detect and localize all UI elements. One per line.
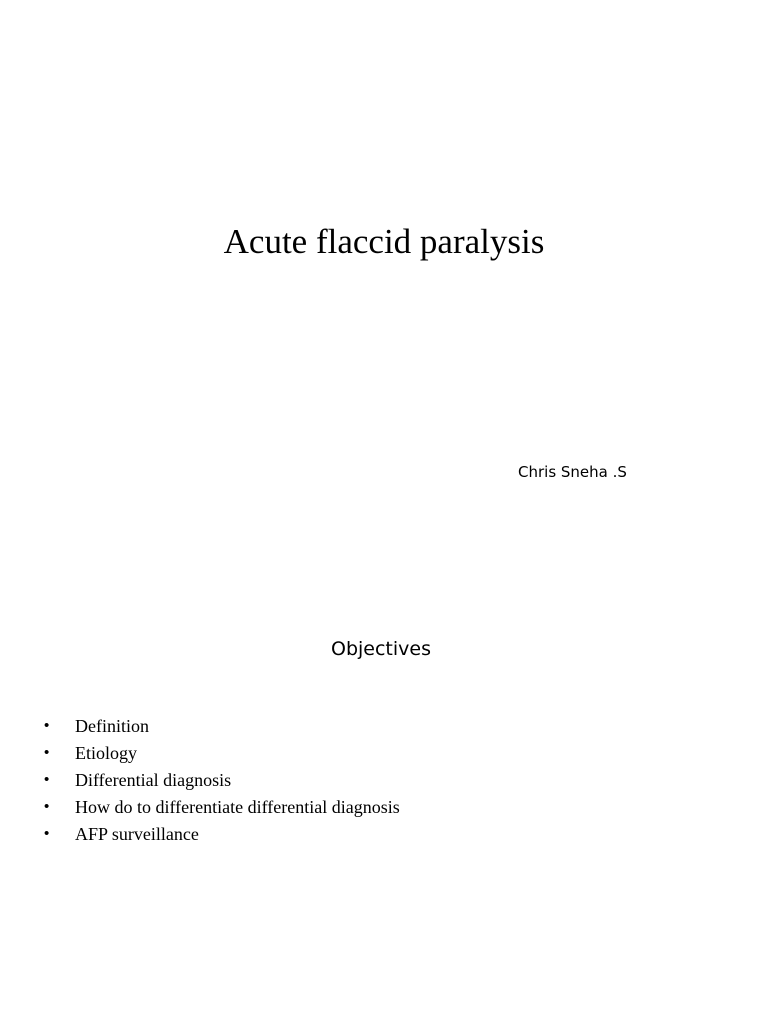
bullet-icon: • — [44, 744, 50, 761]
bullet-icon: • — [44, 771, 50, 788]
list-item-text: Differential diagnosis — [75, 770, 232, 790]
list-item-text: Etiology — [75, 743, 137, 763]
list-item-text: Definition — [75, 716, 149, 736]
presentation-title: Acute flaccid paralysis — [223, 222, 545, 261]
bullet-icon: • — [44, 825, 50, 842]
slide-title: Objectives — [331, 638, 431, 660]
author-name: Chris Sneha .S — [518, 463, 627, 481]
bullet-icon: • — [44, 717, 50, 734]
list-item-text: How do to differentiate differential diagnosis — [75, 797, 400, 817]
bullet-icon: • — [44, 798, 50, 815]
objectives-slide — [0, 576, 768, 1024]
list-item-text: AFP surveillance — [75, 824, 199, 844]
